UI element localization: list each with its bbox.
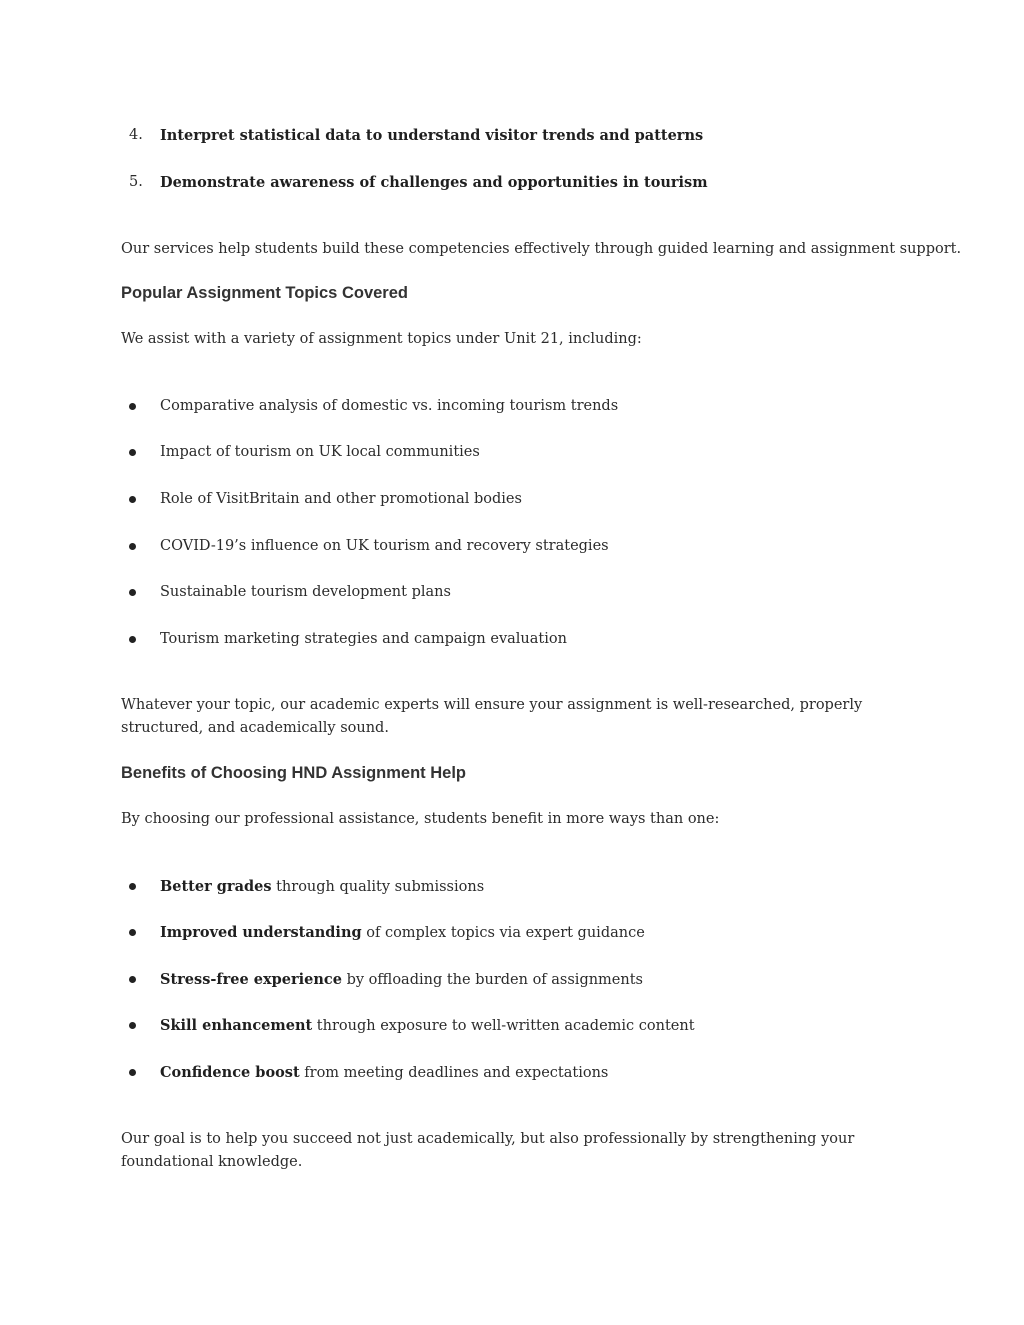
benefit-bold: Skill enhancement (160, 1017, 313, 1034)
list-item: Sustainable tourism development plans (160, 584, 451, 600)
bullet-icon (129, 449, 136, 456)
benefit-bold: Improved understanding (160, 924, 362, 941)
bullet-icon (129, 1022, 136, 1029)
list-number: 4. (129, 127, 143, 143)
benefit-bold: Confidence boost (160, 1064, 300, 1081)
benefit-rest: by offloading the burden of assignments (341, 972, 643, 988)
list-item (160, 875, 484, 899)
list-item: Comparative analysis of domestic vs. incoming tourism trends (160, 398, 619, 414)
list-item: Role of VisitBritain and other promotional bodies (160, 491, 522, 507)
bullet-icon (129, 929, 136, 936)
list-number: 5. (129, 174, 143, 190)
benefit-bold: Better grades (160, 878, 272, 895)
bullet-icon (129, 589, 136, 596)
list-item: Impact of tourism on UK local communities (160, 444, 480, 460)
numbered-item-5: Demonstrate awareness of challenges and opportunities in tourism (160, 174, 708, 191)
topics-closing: Whatever your topic, our academic experts will ensure your assignment is well-researched, properly structured, and academically sound. (121, 697, 863, 736)
bullet-icon (129, 636, 136, 643)
list-item (160, 1014, 695, 1038)
bullet-icon (129, 543, 136, 550)
benefits-intro: By choosing our professional assistance, students benefit in more ways than one: (121, 811, 720, 827)
list-item: Tourism marketing strategies and campaign evaluation (160, 631, 567, 647)
numbered-item-4: Interpret statistical data to understand visitor trends and patterns (160, 127, 704, 144)
topics-intro: We assist with a variety of assignment topics under Unit 21, including: (121, 331, 642, 347)
list-item (160, 921, 645, 945)
bullet-icon (129, 976, 136, 983)
benefit-rest: of complex topics via expert guidance (361, 925, 645, 941)
bullet-icon (129, 403, 136, 410)
benefit-bold: Stress-free experience (160, 971, 342, 988)
benefit-rest: through quality submissions (271, 879, 485, 895)
intro-paragraph: Our services help students build these competencies effectively through guided learning and assignment support. (121, 241, 962, 257)
bullet-icon (129, 1069, 136, 1076)
list-item: COVID-19’s influence on UK tourism and recovery strategies (160, 538, 609, 554)
section-heading-benefits: Benefits of Choosing HND Assignment Help (121, 764, 466, 782)
section-heading-topics: Popular Assignment Topics Covered (121, 284, 408, 302)
benefits-closing: Our goal is to help you succeed not just academically, but also professionally by strengthening your foundational knowledge. (121, 1131, 855, 1170)
bullet-icon (129, 883, 136, 890)
list-item (160, 968, 643, 992)
benefit-rest: from meeting deadlines and expectations (299, 1065, 609, 1081)
bullet-icon (129, 496, 136, 503)
list-item (160, 1061, 608, 1085)
benefit-rest: through exposure to well-written academic content (312, 1018, 695, 1034)
